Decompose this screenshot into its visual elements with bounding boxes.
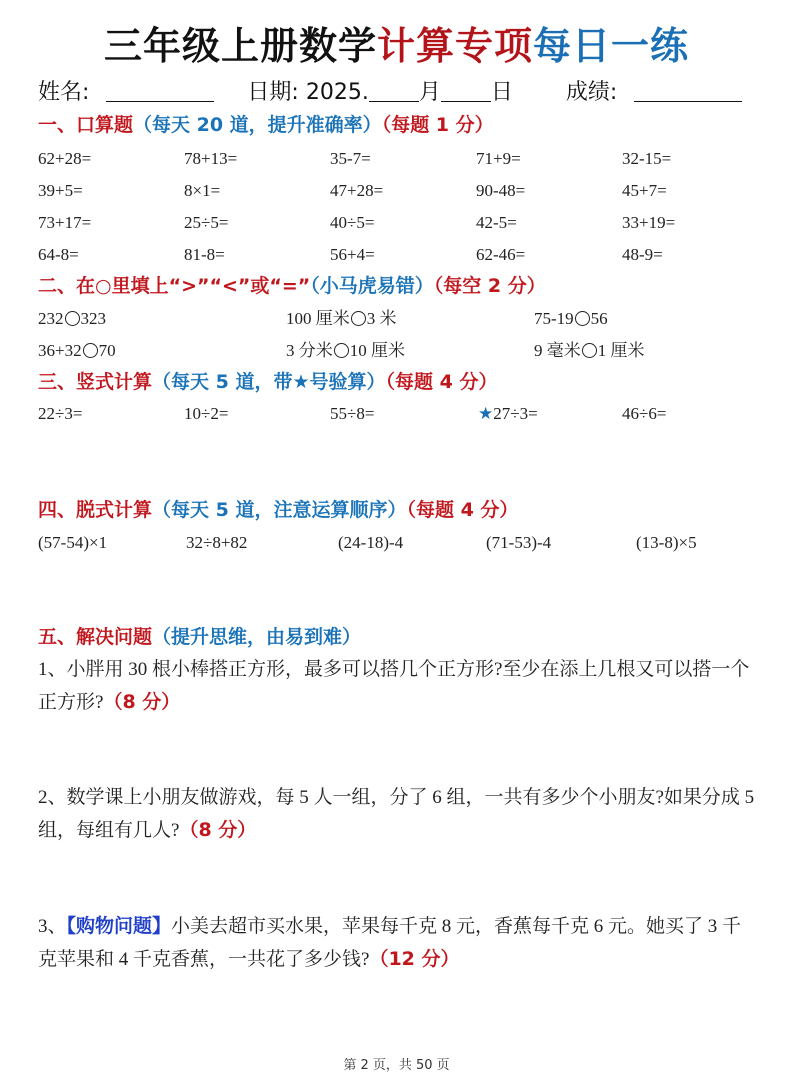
vertical-calc-problem: 10÷2= bbox=[184, 404, 229, 423]
oral-problem: 8×1= bbox=[184, 181, 221, 200]
vertical-calc-problem: 22÷3= bbox=[38, 404, 83, 423]
oral-problem: 90-48= bbox=[476, 181, 526, 200]
word-problem-3: 3、【购物问题】小美去超市买水果，苹果每千克 8 元，香蕉每千克 6 元。她买了 3 千克苹果和 4 千克香蕉，一共花了多少钱?（12 分） bbox=[38, 915, 742, 970]
oral-problem: 48-9= bbox=[622, 245, 663, 264]
oral-problem: 39+5= bbox=[38, 181, 83, 200]
section-1-note: （每天 20 道，提升准确率） bbox=[133, 114, 382, 136]
section-4-points: （每题 4 分） bbox=[406, 499, 519, 521]
answer-circle[interactable] bbox=[351, 311, 366, 326]
problem-points: （8 分） bbox=[103, 691, 181, 713]
section-3-note: （每天 5 道，带★号验算） bbox=[152, 371, 386, 393]
section-1-points: （每题 1 分） bbox=[381, 114, 494, 136]
oral-problem: 73+17= bbox=[38, 213, 92, 232]
section-4-title: 四、脱式计算 bbox=[38, 499, 153, 521]
vertical-calc-problem-starred: ★27÷3= bbox=[478, 404, 538, 423]
day-blank[interactable] bbox=[441, 79, 491, 102]
word-problem-2: 2、数学课上小朋友做游戏，每 5 人一组，分了 6 组，一共有多少个小朋友?如果分成 5 组，每组有几人?（8 分） bbox=[38, 787, 755, 841]
oral-problem: 56+4= bbox=[330, 245, 375, 264]
oral-problem: 47+28= bbox=[330, 181, 384, 200]
word-problem-1: 1、小胖用 30 根小棒搭正方形，最多可以搭几个正方形?至少在添上几根又可以搭一个正方形?（8 分） bbox=[38, 659, 750, 713]
compare-item: 100 厘米 3 米 bbox=[286, 309, 397, 328]
compare-item: 3 分米 10 厘米 bbox=[286, 341, 405, 360]
section-2-note: （小马虎易错） bbox=[310, 275, 434, 297]
oral-problem: 64-8= bbox=[38, 245, 79, 264]
star-icon: ★ bbox=[478, 404, 494, 423]
month-blank[interactable] bbox=[369, 79, 419, 102]
oral-problem: 25÷5= bbox=[184, 213, 229, 232]
student-info-line bbox=[38, 78, 742, 108]
oral-problem: 81-8= bbox=[184, 245, 225, 264]
answer-circle[interactable] bbox=[582, 343, 597, 358]
problem-points: （8 分） bbox=[179, 819, 257, 841]
oral-problem: 32-15= bbox=[622, 149, 672, 168]
title-part-grade: 三年级上册数学 bbox=[103, 24, 377, 68]
problem-points: （12 分） bbox=[369, 948, 460, 970]
section-2-heading bbox=[38, 273, 546, 299]
compare-item: 75-19 56 bbox=[534, 309, 608, 328]
vertical-calc-problem: 46÷6= bbox=[622, 404, 667, 423]
month-label: 月 bbox=[418, 80, 441, 105]
answer-circle[interactable] bbox=[575, 311, 590, 326]
answer-circle[interactable] bbox=[65, 311, 80, 326]
step-calc-problem: (57-54)×1 bbox=[38, 533, 108, 552]
day-label: 日 bbox=[490, 80, 513, 105]
shopping-problem-tag: 【购物问题】 bbox=[66, 915, 172, 937]
section-5-heading bbox=[38, 624, 361, 650]
section-1-heading bbox=[38, 112, 494, 138]
score-label: 成绩: bbox=[565, 80, 618, 105]
oral-problem: 71+9= bbox=[476, 149, 521, 168]
title-part-topic: 计算专项 bbox=[376, 24, 533, 68]
section-3-heading bbox=[38, 369, 497, 395]
vertical-calc-problem: 55÷8= bbox=[330, 404, 375, 423]
oral-problem: 78+13= bbox=[184, 149, 238, 168]
worksheet-title bbox=[0, 22, 793, 70]
section-5-title: 五、解决问题 bbox=[38, 626, 153, 648]
section-5-note: （提升思维，由易到难） bbox=[152, 626, 362, 648]
section-4-heading bbox=[38, 497, 518, 523]
oral-problem: 62+28= bbox=[38, 149, 92, 168]
section-3-title: 三、竖式计算 bbox=[38, 371, 153, 393]
section-2-points: （每空 2 分） bbox=[433, 275, 546, 297]
answer-circle[interactable] bbox=[83, 343, 98, 358]
name-label: 姓名: bbox=[38, 80, 90, 105]
page-number: 第 2 页，共 50 页 bbox=[343, 1058, 450, 1073]
step-calc-problem: (24-18)-4 bbox=[338, 533, 404, 552]
oral-problem: 42-5= bbox=[476, 213, 517, 232]
date-label: 日期: 2025. bbox=[247, 80, 369, 105]
answer-circle[interactable] bbox=[334, 343, 349, 358]
section-3-points: （每题 4 分） bbox=[385, 371, 498, 393]
oral-problem: 45+7= bbox=[622, 181, 667, 200]
section-1-title: 一、口算题 bbox=[38, 114, 134, 136]
compare-item: 9 毫米 1 厘米 bbox=[534, 341, 645, 360]
oral-problem: 35-7= bbox=[330, 149, 371, 168]
compare-item: 36+32 70 bbox=[38, 341, 116, 360]
section-4-note: （每天 5 道，注意运算顺序） bbox=[152, 499, 407, 521]
step-calc-problem: (13-8)×5 bbox=[636, 533, 697, 552]
title-part-daily: 每日一练 bbox=[533, 24, 690, 68]
score-blank[interactable] bbox=[634, 79, 742, 102]
oral-problem: 33+19= bbox=[622, 213, 676, 232]
oral-problem: 62-46= bbox=[476, 245, 526, 264]
step-calc-problem: 32÷8+82 bbox=[186, 533, 248, 552]
step-calc-problem: (71-53)-4 bbox=[486, 533, 552, 552]
oral-problem: 40÷5= bbox=[330, 213, 375, 232]
section-2-title: 二、在○里填上“>”“<”或“=” bbox=[38, 275, 311, 297]
name-blank[interactable] bbox=[106, 79, 214, 102]
compare-item: 232 323 bbox=[38, 309, 106, 328]
